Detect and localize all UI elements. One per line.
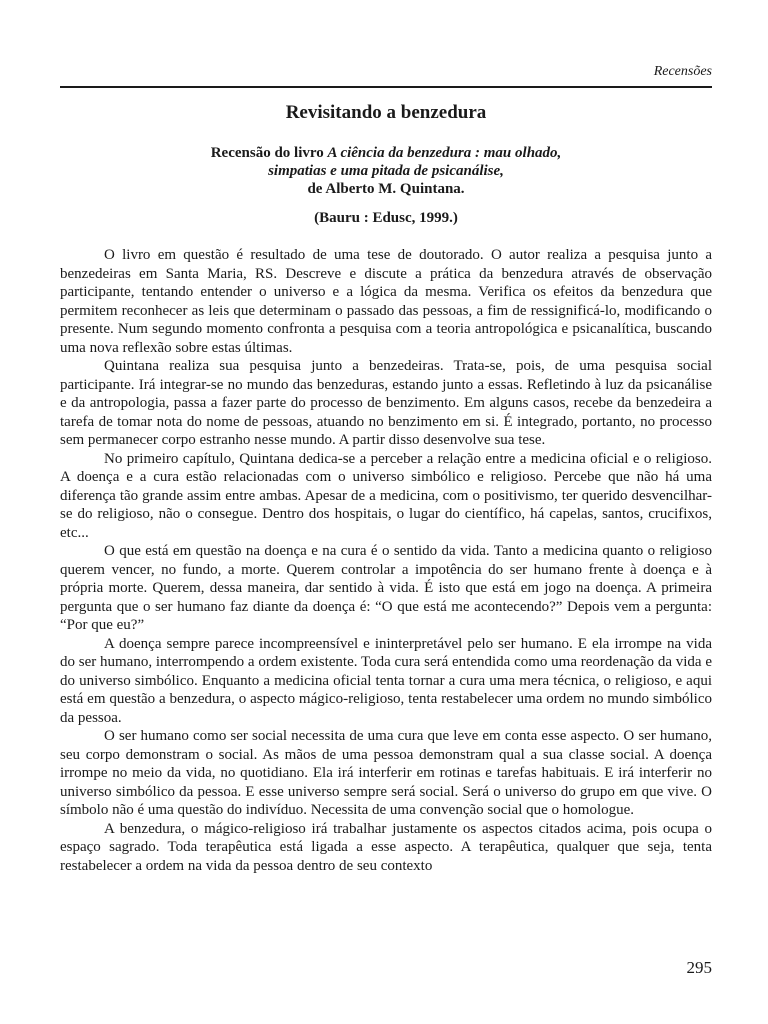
paragraph: O livro em questão é resultado de uma tese de doutorado. O autor realiza a pesquisa junto a benzedeiras em Santa Maria, RS. Descreve e discute a prática da benzedura através de observação participante, tentando entender o universo e a lógica da mesma. Verifica os efeitos da benzedura que permitem reconhecer as leis que determinam o passado das pessoas, a fim de ressignificá-lo, modificando o presente. Num segundo momento confronta a pesquisa com a teoria antropológica e psicanalítica, buscando uma nova reflexão sobre estas últimas. <box>60 247 712 356</box>
paragraph: O que está em questão na doença e na cura é o sentido da vida. Tanto a medicina quanto o religioso querem vencer, no fundo, a morte. Querem controlar a impotência do ser humano frente à doença e à própria morte. Querem, dessa maneira, dar sentido à vida. É isto que está em jogo na doença. A primeira pergunta que o ser humano faz diante da doença é: “O que está me acontecendo?” Depois vem a pergunta: “Por que eu?” <box>60 543 712 633</box>
document-page <box>60 0 712 1024</box>
header-rule <box>60 86 712 88</box>
running-head: Recensões <box>653 64 712 79</box>
subtitle-line-1 <box>60 144 712 162</box>
article-subtitle <box>60 144 712 198</box>
book-title-line-2: simpatias e uma pitada de psicanálise, <box>268 163 504 179</box>
subtitle-line-2 <box>60 162 712 180</box>
paragraph: O ser humano como ser social necessita de uma cura que leve em conta esse aspecto. O ser humano, seu corpo demonstram o social. As mãos de uma pessoa demonstram qual a sua classe social. A doença irrompe no meio da vida, no quotidiano. Ela irá interferir em rotinas e tarefas habituais. E irá interferir no universo simbólico da pessoa. E esse universo sempre será social. Será o universo do grupo em que vive. O símbolo não é uma questão do indivíduo. Necessita de uma convenção social que o homologue. <box>60 728 712 818</box>
body-text <box>60 246 712 875</box>
paragraph: Quintana realiza sua pesquisa junto a benzedeiras. Trata-se, pois, de uma pesquisa social participante. Irá integrar-se no mundo das benzeduras, estando junto a essas. Refletindo à luz da psicanálise e da antropologia, passa a fazer parte do processo de benzimento. Em alguns casos, recebe da benzedeira a tarefa de tomar nota do nome de pessoas, atuando no benzimento em si. É integrado, portanto, no processo sem permanecer corpo estranho nesse mundo. A partir disso desenvolve sua tese. <box>60 358 712 448</box>
article-title: Revisitando a benzedura <box>285 102 487 123</box>
author-line: de Alberto M. Quintana. <box>307 181 465 197</box>
paragraph: A doença sempre parece incompreensível e ininterpretável pelo ser humano. E ela irrompe na vida do ser humano, interrompendo a ordem existente. Toda cura será entendida como uma reordenação da vida e do universo simbólico. Enquanto a medicina oficial tenta tornar a cura uma mera técnica, o religioso, e aqui está em questão a benzedura, o aspecto mágico-religioso, tenta restabelecer uma ordem no mundo simbólico da pessoa. <box>60 635 712 726</box>
subtitle-prefix: Recensão do livro <box>210 145 328 161</box>
paragraph: A benzedura, o mágico-religioso irá trabalhar justamente os aspectos citados acima, pois ocupa o espaço sagrado. Toda terapêutica está ligada a esse aspecto. A terapêutica, qualquer que seja, tenta restabelecer a ordem na vida da pessoa dentro de seu contexto <box>60 820 712 874</box>
book-title-line-1: A ciência da benzedura : mau olhado, <box>327 145 562 161</box>
publication-info: (Bauru : Edusc, 1999.) <box>314 210 458 226</box>
page-number: 295 <box>686 958 712 977</box>
paragraph: No primeiro capítulo, Quintana dedica-se a perceber a relação entre a medicina oficial e o religioso. A doença e a cura estão relacionadas com o universo simbólico e religioso. Percebe que não há uma diferença tão grande assim entre ambas. Apesar de a medicina, com o positivismo, ter querido desvencilhar-se do religioso, não o consegue. Dentro dos hospitais, o lugar do científico, há capelas, santos, crucifixos, etc... <box>60 450 712 541</box>
